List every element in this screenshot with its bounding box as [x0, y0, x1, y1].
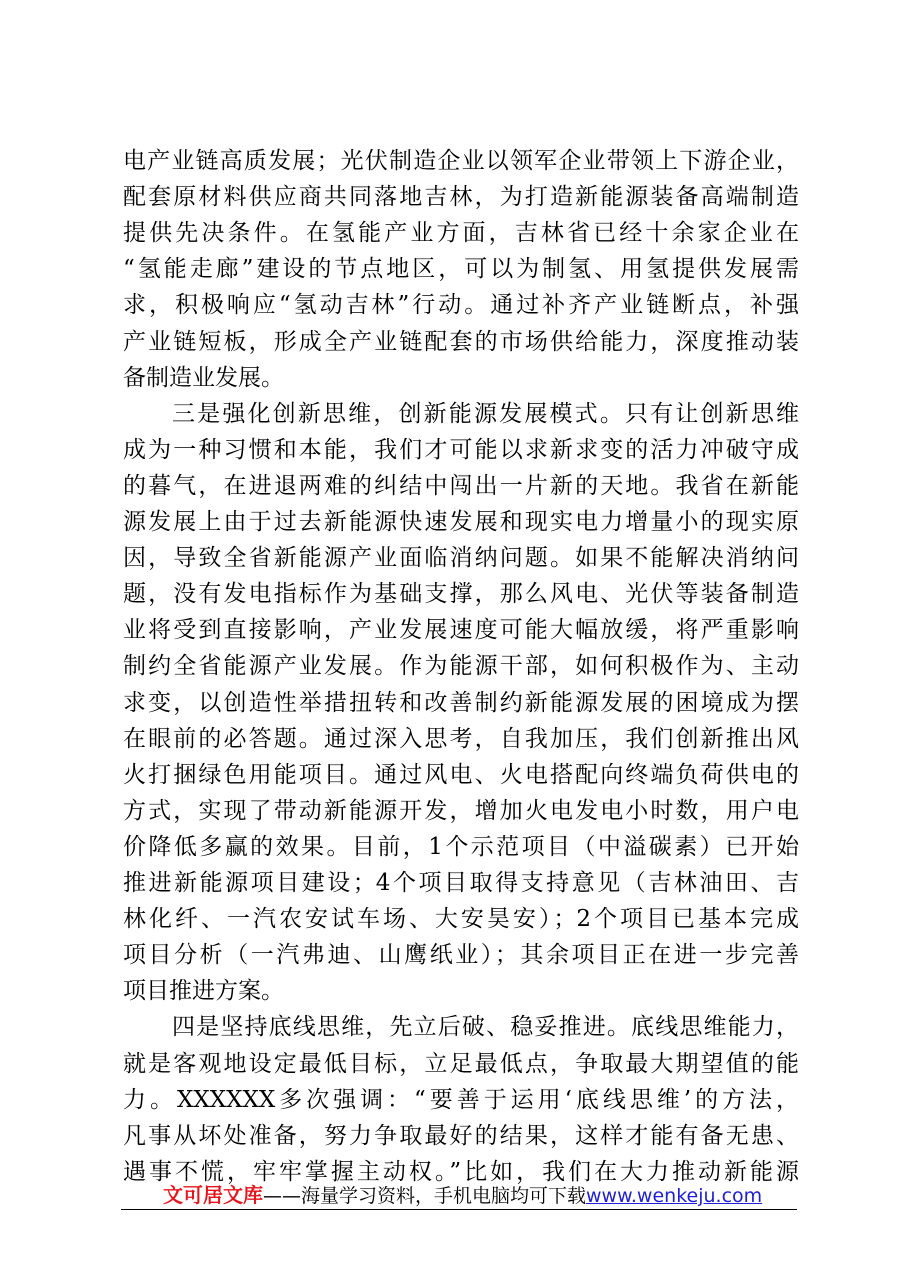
text-line: 因，导致全省新能源产业面临消纳问题。如果不能解决消纳问: [123, 545, 799, 571]
text-line: 项目分析（一汽弗迪、山鹰纸业）；其余项目正在进一步完善: [123, 942, 799, 968]
text-line: 电产业链高质发展；光伏制造企业以领军企业带领上下游企业，: [123, 148, 799, 174]
footer-description: ——海量学习资料，手机电脑均可下载: [263, 1185, 587, 1207]
text-line: 推进新能源项目建设；4个项目取得支持意见（吉林油田、吉: [123, 870, 799, 896]
text-line: 求变，以创造性举措扭转和改善制约新能源发展的困境成为摆: [123, 690, 799, 716]
text-line: 在眼前的必答题。通过深入思考，自我加压，我们创新推出风: [123, 726, 799, 752]
text-line: 就是客观地设定最低目标，立足最低点，争取最大期望值的能: [123, 1051, 799, 1077]
footer-divider: [121, 1209, 797, 1210]
text-line: 遇事不慌，牢牢掌握主动权。”比如，我们在大力推动新能源: [123, 1159, 799, 1185]
text-line: 求，积极响应“氢动吉林”行动。通过补齐产业链断点，补强: [123, 292, 799, 318]
text-line: 项目推进方案。: [123, 978, 284, 1004]
paragraph-start-line: 四是坚持底线思维，先立后破、稳妥推进。底线思维能力，: [172, 1014, 799, 1040]
footer-link[interactable]: www.wenkeju.com: [586, 1185, 763, 1207]
text-line: 价降低多赢的效果。目前，1个示范项目（中溢碳素）已开始: [123, 834, 799, 860]
footer-brand: 文可居文库: [163, 1183, 263, 1207]
text-line: 产业链短板，形成全产业链配套的市场供给能力，深度推动装: [123, 329, 799, 355]
text-line: 备制造业发展。: [123, 365, 284, 391]
text-line: 林化纤、一汽农安试车场、大安昊安）；2个项目已基本完成: [123, 906, 799, 932]
text-line: 源发展上由于过去新能源快速发展和现实电力增量小的现实原: [123, 509, 799, 535]
text-line: 提供先决条件。在氢能产业方面，吉林省已经十余家企业在: [123, 220, 799, 246]
text-line: 成为一种习惯和本能，我们才可能以求新求变的活力冲破守成: [123, 437, 799, 463]
footer-banner: [163, 1181, 762, 1209]
paragraph-start-line: 三是强化创新思维，创新能源发展模式。只有让创新思维: [172, 401, 799, 427]
text-line: 制约全省能源产业发展。作为能源干部，如何积极作为、主动: [123, 653, 799, 679]
text-line: 力。XXXXXX多次强调：“要善于运用‘底线思维’的方法，: [123, 1087, 799, 1113]
text-line: 业将受到直接影响，产业发展速度可能大幅放缓，将严重影响: [123, 617, 799, 643]
text-line: 题，没有发电指标作为基础支撑，那么风电、光伏等装备制造: [123, 581, 799, 607]
text-line: 凡事从坏处准备，努力争取最好的结果，这样才能有备无患、: [123, 1123, 799, 1149]
text-line: 方式，实现了带动新能源开发，增加火电发电小时数，用户电: [123, 798, 799, 824]
text-line: 配套原材料供应商共同落地吉林，为打造新能源装备高端制造: [123, 184, 799, 210]
text-line: “氢能走廊”建设的节点地区，可以为制氢、用氢提供发展需: [123, 256, 799, 282]
text-line: 的暮气，在进退两难的纠结中闯出一片新的天地。我省在新能: [123, 473, 799, 499]
text-line: 火打捆绿色用能项目。通过风电、火电搭配向终端负荷供电的: [123, 762, 799, 788]
